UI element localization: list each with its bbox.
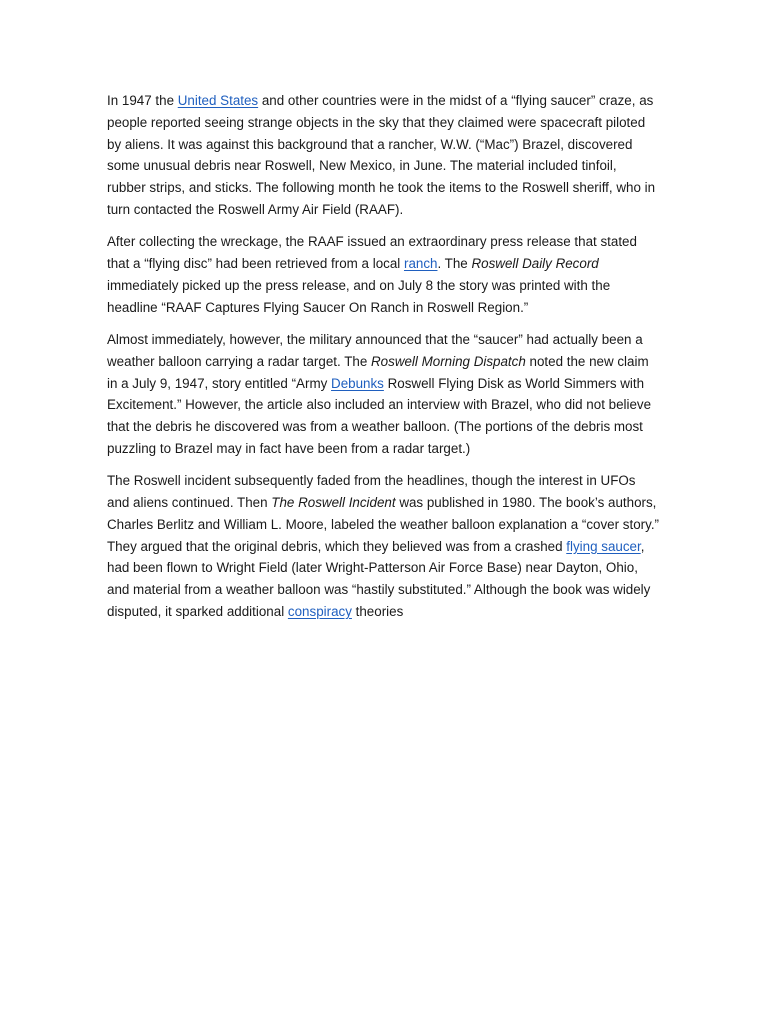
link-ranch[interactable]: ranch [403,256,438,272]
paragraph-text: theories [351,604,404,620]
paragraph-text: Almost immediately, however, the military announced that the “saucer” had actually been a weather balloon carrying a radar target. The [107,331,643,369]
paragraph-text: After collecting the wreckage, the RAAF issued an extraordinary press release that stated that a “flying disc” had been retrieved from a local [107,234,637,272]
newspaper-title-italic: Roswell Morning Dispatch [371,353,526,369]
paragraph-text: The Roswell incident subsequently faded from the headlines, though the interest in UFOs and aliens continued. Then [107,473,636,511]
paragraph-text: Roswell Flying Disk as World Simmers with Excitement.” However, the article also included an interview with Brazel, who did not believe that the debris he discovered was from a weather balloon. (The portions of the debris most puzzling to Brazel may in fact have been from a radar target.) [107,375,652,456]
paragraph-3 [107,329,659,460]
paragraph-text: and other countries were in the midst of a “flying saucer” craze, as people reported seeing strange objects in the sky that they claimed were spacecraft piloted by aliens. It was against this background that a rancher, W.W. (“Mac”) Brazel, discovered some unusual debris near Roswell, New Mexico, in June. The material included tinfoil, rubber strips, and sticks. The following month he took the items to the Roswell sheriff, who in turn contacted the Roswell Army Air Field (RAAF). [107,93,656,217]
paragraph-1 [107,90,659,221]
newspaper-title-italic: Roswell Daily Record [471,256,599,272]
paragraph-text: . The [437,256,472,272]
book-title-italic: The Roswell Incident [271,495,396,511]
paragraph-text: In 1947 the [107,93,178,108]
link-flying-saucer[interactable]: flying saucer [566,538,641,554]
link-united-states[interactable]: United States [177,93,259,108]
paragraph-text: , had been flown to Wright Field (later Wright-Patterson Air Force Base) near Dayton, Ohio, and material from a weather balloon was “hastily substituted.” Although the book was widely disputed, it sparked additional [107,538,651,620]
paragraph-4 [107,470,659,623]
paragraph-text: was published in 1980. The book’s authors, Charles Berlitz and William L. Moore, labeled the weather balloon explanation a “cover story.” They argued that the original debris, which they believed was from a crashed [107,495,660,554]
paragraph-2 [107,231,659,318]
link-debunks[interactable]: Debunks [331,375,384,391]
paragraph-text: immediately picked up the press release, and on July 8 the story was printed with the headline “RAAF Captures Flying Saucer On Ranch in Roswell Region.” [107,277,611,315]
document-body [107,90,659,633]
paragraph-text: noted the new claim in a July 9, 1947, story entitled “Army [107,353,649,391]
link-conspiracy[interactable]: conspiracy [287,604,352,620]
